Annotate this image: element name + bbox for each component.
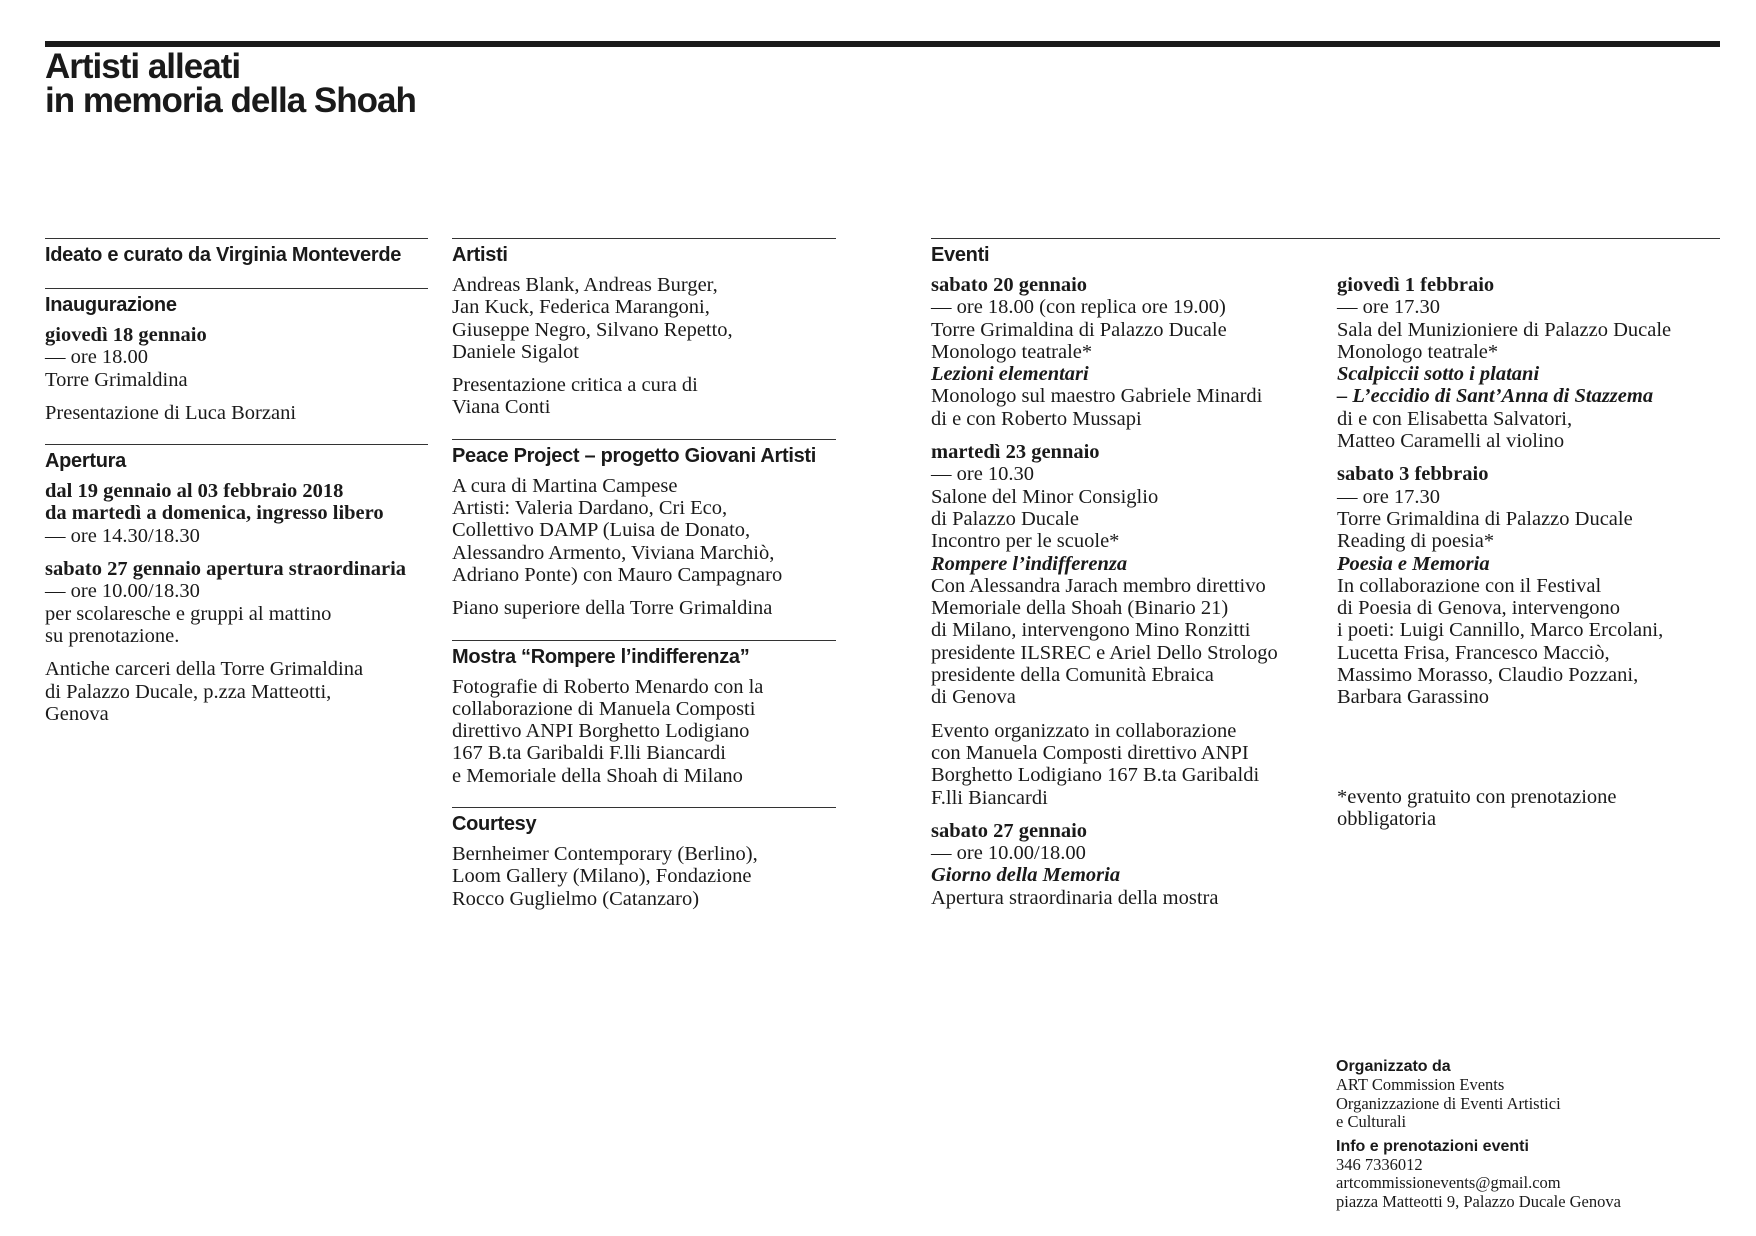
event-note: F.lli Biancardi: [931, 786, 1048, 809]
section-inaugurazione: [45, 288, 428, 424]
event-type: Monologo teatrale*: [1337, 340, 1499, 363]
event-date: giovedì 1 febbraio: [1337, 274, 1495, 296]
event-type: Monologo teatrale*: [931, 340, 1093, 363]
event-item: [931, 441, 1337, 809]
mostra-line: direttivo ANPI Borghetto Lodigiano: [452, 720, 750, 743]
courtesy-line: Loom Gallery (Milano), Fondazione: [452, 865, 752, 888]
artisti-heading: Artisti: [452, 244, 508, 266]
organizer-block: [1336, 1058, 1720, 1211]
event-title: Scalpiccii sotto i platani: [1337, 363, 1540, 386]
event-place: di Palazzo Ducale: [931, 507, 1079, 530]
inaugurazione-presentation: Presentazione di Luca Borzani: [45, 401, 297, 424]
peace-heading: Peace Project – progetto Giovani Artisti: [452, 444, 817, 467]
apertura-heading: Apertura: [45, 450, 126, 473]
artisti-line: Daniele Sigalot: [452, 340, 579, 363]
footnote: [1337, 786, 1671, 831]
eventi-heading: Eventi: [931, 244, 990, 266]
apertura-location: Genova: [45, 702, 109, 725]
event-desc: di Genova: [931, 686, 1016, 709]
title-line-1: Artisti alleati: [45, 47, 241, 86]
mostra-heading: Mostra “Rompere l’indifferenza”: [452, 645, 750, 668]
event-time: — ore 17.30: [1337, 485, 1441, 508]
artisti-line: Jan Kuck, Federica Marangoni,: [452, 296, 710, 319]
organizer-heading: Organizzato da: [1336, 1058, 1451, 1075]
event-place: Sala del Munizioniere di Palazzo Ducale: [1337, 318, 1672, 341]
event-title: Poesia e Memoria: [1337, 552, 1490, 575]
apertura-special-hours: — ore 10.00/18.30: [45, 580, 200, 603]
event-desc: Barbara Garassino: [1337, 686, 1489, 709]
section-peace-project: [452, 439, 836, 620]
inaugurazione-date: giovedì 18 gennaio: [45, 324, 207, 346]
artisti-line: Andreas Blank, Andreas Burger,: [452, 274, 718, 296]
apertura-location: Antiche carceri della Torre Grimaldina: [45, 658, 364, 681]
apertura-hours: — ore 14.30/18.30: [45, 524, 200, 547]
event-time: — ore 18.00 (con replica ore 19.00): [931, 296, 1226, 319]
section-apertura: [45, 444, 428, 725]
event-title: Lezioni elementari: [931, 363, 1089, 386]
event-date: sabato 27 gennaio: [931, 819, 1088, 842]
event-desc: di e con Elisabetta Salvatori,: [1337, 407, 1573, 430]
apertura-special-note: per scolaresche e gruppi al mattino: [45, 602, 332, 625]
curated-heading: Ideato e curato da Virginia Monteverde: [45, 244, 402, 266]
peace-line: Collettivo DAMP (Luisa de Donato,: [452, 519, 751, 542]
event-desc: Massimo Morasso, Claudio Pozzani,: [1337, 664, 1639, 687]
section-eventi: [931, 238, 1720, 909]
footnote-line: *evento gratuito con prenotazione: [1337, 785, 1617, 808]
apertura-days: da martedì a domenica, ingresso libero: [45, 502, 384, 525]
event-note: Evento organizzato in collaborazione: [931, 719, 1237, 742]
apertura-special-note: su prenotazione.: [45, 624, 180, 647]
event-title: – L’eccidio di Sant’Anna di Stazzema: [1337, 385, 1654, 408]
info-address: piazza Matteotti 9, Palazzo Ducale Genova: [1336, 1191, 1621, 1211]
peace-location: Piano superiore della Torre Grimaldina: [452, 597, 773, 620]
column-artists: [452, 238, 836, 930]
event-desc: i poeti: Luigi Cannillo, Marco Ercolani,: [1337, 619, 1664, 642]
event-desc: presidente ILSREC e Ariel Dello Strologo: [931, 641, 1278, 664]
event-type: Reading di poesia*: [1337, 530, 1495, 553]
courtesy-heading: Courtesy: [452, 813, 537, 836]
event-date: martedì 23 gennaio: [931, 441, 1100, 464]
event-time: — ore 10.00/18.00: [931, 842, 1086, 865]
inaugurazione-place: Torre Grimaldina: [45, 368, 188, 391]
organizer-line: e Culturali: [1336, 1112, 1407, 1131]
event-note: Borghetto Lodigiano 167 B.ta Garibaldi: [931, 764, 1260, 787]
event-desc: di Milano, intervengono Mino Ronzitti: [931, 619, 1251, 642]
courtesy-line: Bernheimer Contemporary (Berlino),: [452, 843, 758, 866]
event-desc: di e con Roberto Mussapi: [931, 407, 1142, 430]
event-place: Torre Grimaldina di Palazzo Ducale: [1337, 507, 1633, 530]
section-courtesy: [452, 807, 836, 910]
event-desc: Lucetta Frisa, Francesco Macciò,: [1337, 641, 1610, 664]
peace-line: Adriano Ponte) con Mauro Campagnaro: [452, 563, 783, 586]
artisti-line: Giuseppe Negro, Silvano Repetto,: [452, 318, 733, 341]
organizer-line: Organizzazione di Eventi Artistici: [1336, 1093, 1561, 1113]
apertura-special-title: sabato 27 gennaio apertura straordinaria: [45, 558, 407, 581]
section-curated: [45, 238, 428, 268]
events-right: [1337, 274, 1671, 909]
event-desc: Matteo Caramelli al violino: [1337, 430, 1565, 453]
section-artisti: [452, 238, 836, 419]
info-phone: 346 7336012: [1336, 1154, 1423, 1174]
event-title: Rompere l’indifferenza: [931, 552, 1128, 575]
event-desc: presidente della Comunità Ebraica: [931, 664, 1214, 687]
events-left: [931, 274, 1337, 909]
column-events: [931, 238, 1720, 929]
event-place: Torre Grimaldina di Palazzo Ducale: [931, 318, 1227, 341]
event-desc: di Poesia di Genova, intervengono: [1337, 597, 1620, 620]
event-title: Giorno della Memoria: [931, 864, 1121, 887]
peace-line: Alessandro Armento, Viviana Marchiò,: [452, 541, 775, 564]
event-desc: Apertura straordinaria della mostra: [931, 886, 1219, 909]
event-date: sabato 20 gennaio: [931, 274, 1088, 296]
column-info: [45, 238, 428, 745]
page-title: [45, 47, 416, 120]
event-item: [1337, 463, 1671, 708]
event-date: sabato 3 febbraio: [1337, 463, 1489, 486]
mostra-line: 167 B.ta Garibaldi F.lli Biancardi: [452, 742, 726, 765]
artisti-critic: Viana Conti: [452, 396, 551, 419]
event-time: — ore 17.30: [1337, 296, 1441, 319]
event-note: con Manuela Composti direttivo ANPI: [931, 741, 1249, 764]
event-time: — ore 10.30: [931, 463, 1035, 486]
event-desc: Con Alessandra Jarach membro direttivo: [931, 574, 1266, 597]
event-type: Incontro per le scuole*: [931, 530, 1120, 553]
event-place: Salone del Minor Consiglio: [931, 485, 1159, 508]
event-desc: Monologo sul maestro Gabriele Minardi: [931, 385, 1263, 408]
info-heading: Info e prenotazioni eventi: [1336, 1137, 1529, 1155]
title-line-2: in memoria della Shoah: [45, 81, 416, 120]
mostra-line: Fotografie di Roberto Menardo con la: [452, 675, 764, 698]
mostra-line: e Memoriale della Shoah di Milano: [452, 764, 743, 787]
organizer-line: ART Commission Events: [1336, 1075, 1505, 1094]
peace-line: Artisti: Valeria Dardano, Cri Eco,: [452, 497, 728, 520]
peace-line: A cura di Martina Campese: [452, 474, 678, 497]
event-item: [931, 820, 1337, 909]
info-email: artcommissionevents@gmail.com: [1336, 1173, 1561, 1192]
inaugurazione-heading: Inaugurazione: [45, 294, 177, 316]
artisti-critic: Presentazione critica a cura di: [452, 374, 698, 397]
event-desc: Memoriale della Shoah (Binario 21): [931, 597, 1229, 620]
inaugurazione-time: — ore 18.00: [45, 346, 149, 369]
event-desc: In collaborazione con il Festival: [1337, 574, 1602, 597]
mostra-line: collaborazione di Manuela Composti: [452, 697, 756, 720]
footnote-line: obbligatoria: [1337, 807, 1437, 830]
apertura-location: di Palazzo Ducale, p.zza Matteotti,: [45, 680, 332, 703]
section-mostra: [452, 640, 836, 787]
event-item: [1337, 274, 1671, 452]
apertura-dates: dal 19 gennaio al 03 febbraio 2018: [45, 480, 344, 503]
event-item: [931, 274, 1337, 430]
courtesy-line: Rocco Guglielmo (Catanzaro): [452, 887, 700, 910]
top-rule: [45, 41, 1720, 47]
